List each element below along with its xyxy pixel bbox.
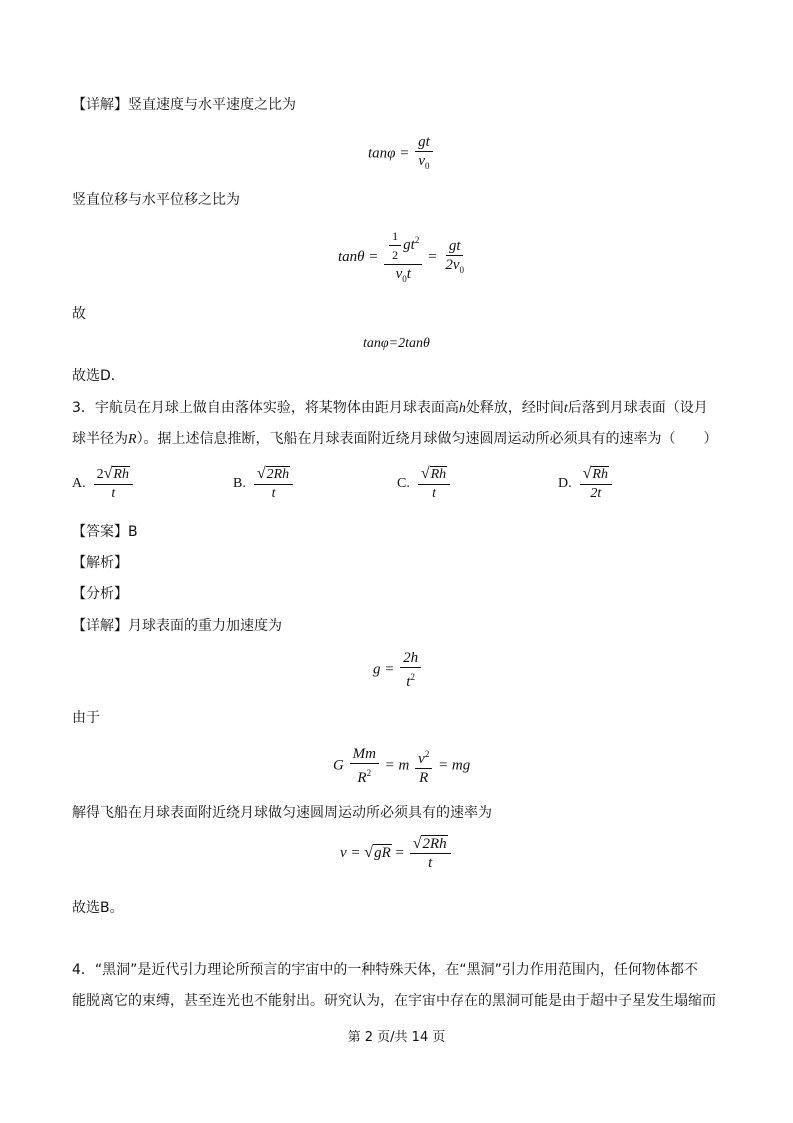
equation-tan-phi: tanφ = $\frac{gt}{v_0}$ — [368, 134, 435, 174]
equation-gravity: G $\frac{Mm}{R^2}$ = m $\frac{v^2}{R}$ = mg — [333, 746, 471, 786]
detail-heading-1: 【详解】竖直速度与水平速度之比为 — [72, 97, 296, 113]
equation-velocity: v = √gR = $\frac{√2Rh}{t}$ — [340, 836, 453, 871]
question-3-line-2: 球半径为R）。据上述信息推断，飞船在月球表面附近绕月球做匀速圆周运动所必须具有的速率为（ ） — [72, 431, 718, 447]
analysis-heading: 【解析】 — [72, 555, 128, 571]
solve-text: 解得飞船在月球表面附近绕月球做匀速圆周运动所必须具有的速率为 — [72, 805, 492, 821]
answer-text: 【答案】B — [72, 524, 138, 540]
therefore-text: 故 — [72, 306, 86, 322]
choose-d-text: 故选D． — [72, 368, 125, 384]
question-3-line-1: 3．宇航员在月球上做自由落体实验，将某物体由距月球表面高h处释放，经时间t后落到月球表面（设月 — [72, 400, 708, 416]
equation-g: g = $\frac{2h}{t^2}$ — [373, 650, 423, 690]
equation-tan-theta: tanθ = $\frac{1}{2}$ $gt^2$ $v_0t$ = $\frac{gt}{2v_0}$ — [338, 229, 464, 284]
displacement-ratio-text: 竖直位移与水平位移之比为 — [72, 192, 240, 208]
equation-tan-relation: tanφ=2tanθ — [363, 336, 430, 351]
option-c[interactable]: C. $\frac{√Rh}{t}$ — [397, 466, 452, 502]
detail-heading-2: 【详解】月球表面的重力加速度为 — [72, 618, 282, 634]
page-footer: 第 2 页/共 14 页 — [347, 1030, 446, 1045]
fenxi-heading: 【分析】 — [72, 586, 128, 602]
question-4-line-2: 能脱离它的束缚，甚至连光也不能射出。研究认为，在宇宙中存在的黑洞可能是由于超中子星发生塌缩而 — [72, 993, 716, 1009]
option-b[interactable]: B. $\frac{√2Rh}{t}$ — [233, 466, 295, 502]
choose-b-text: 故选B。 — [72, 900, 124, 916]
option-a[interactable]: A. $\frac{2√Rh}{t}$ — [72, 466, 135, 502]
option-d[interactable]: D. $\frac{√Rh}{2t}$ — [558, 466, 614, 502]
since-text: 由于 — [72, 710, 100, 726]
question-4-line-1: 4．“黑洞”是近代引力理论所预言的宇宙中的一种特殊天体，在“黑洞”引力作用范围内，任何物体都不 — [72, 962, 698, 978]
